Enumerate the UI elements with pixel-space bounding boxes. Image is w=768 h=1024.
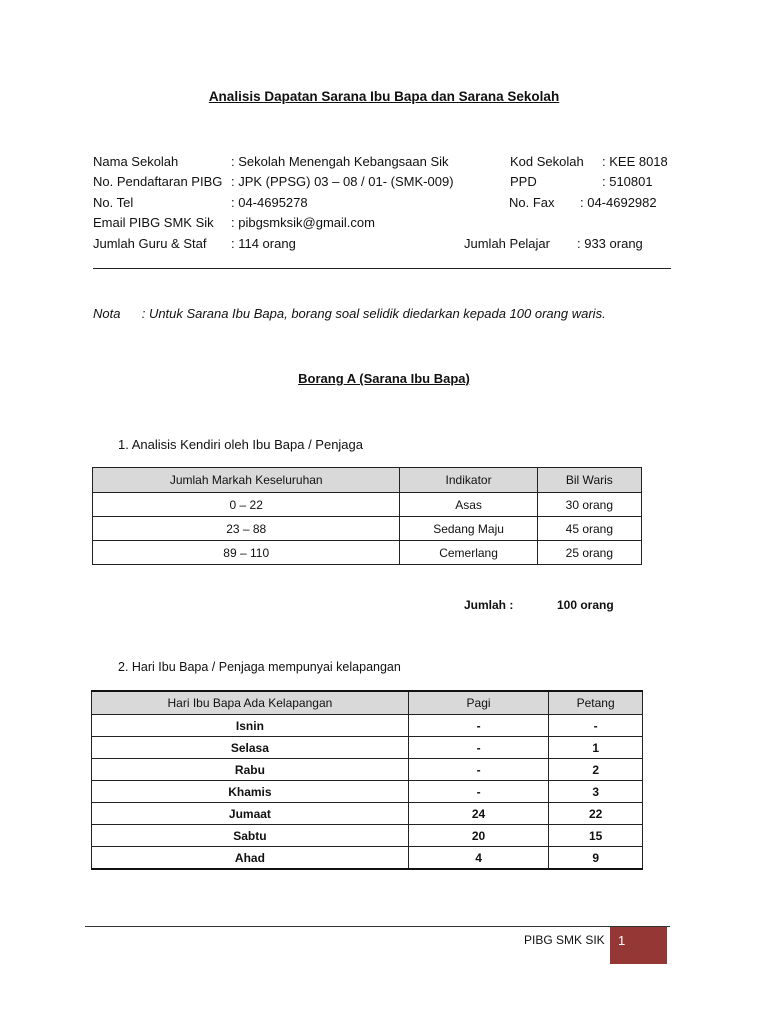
table-cell: Isnin xyxy=(92,715,409,737)
table-cell: 1 xyxy=(549,737,643,759)
ppd-label: PPD xyxy=(510,174,537,189)
email-value: : pibgsmksik@gmail.com xyxy=(231,215,375,230)
email-label: Email PIBG SMK Sik xyxy=(93,215,214,230)
table-cell: 2 xyxy=(549,759,643,781)
table-header-row xyxy=(92,691,643,715)
table-cell: 3 xyxy=(549,781,643,803)
page-number-box xyxy=(610,927,667,964)
table-cell: Khamis xyxy=(92,781,409,803)
kod-sekolah-label: Kod Sekolah xyxy=(510,154,584,169)
no-fax-label: No. Fax xyxy=(509,195,555,210)
nama-sekolah-value: : Sekolah Menengah Kebangsaan Sik xyxy=(231,154,449,169)
table-row xyxy=(92,715,643,737)
ppd-value: : 510801 xyxy=(602,174,653,189)
table-cell: 4 xyxy=(408,847,549,870)
table-cell: Sabtu xyxy=(92,825,409,847)
table-cell: Sedang Maju xyxy=(400,517,537,541)
no-pendaftaran-label: No. Pendaftaran PIBG xyxy=(93,174,223,189)
column-header: Indikator xyxy=(400,468,537,493)
table-cell: - xyxy=(549,715,643,737)
document-title: Analisis Dapatan Sarana Ibu Bapa dan Sarana Sekolah xyxy=(208,89,560,104)
borang-title: Borang A (Sarana Ibu Bapa) xyxy=(298,371,470,386)
column-header: Hari Ibu Bapa Ada Kelapangan xyxy=(92,691,409,715)
table-row xyxy=(92,759,643,781)
footer-divider xyxy=(85,926,670,927)
column-header: Pagi xyxy=(408,691,549,715)
table-cell: 0 – 22 xyxy=(93,493,400,517)
column-header: Bil Waris xyxy=(537,468,641,493)
table-row xyxy=(92,781,643,803)
table-cell: Selasa xyxy=(92,737,409,759)
note-text: : Untuk Sarana Ibu Bapa, borang soal selidik diedarkan kepada 100 orang waris. xyxy=(141,306,606,321)
table-cell: - xyxy=(408,737,549,759)
table-cell: 20 xyxy=(408,825,549,847)
table-row xyxy=(92,737,643,759)
note-label: Nota xyxy=(93,306,121,321)
kelapangan-table xyxy=(91,690,643,870)
table-cell: - xyxy=(408,715,549,737)
table-cell: Cemerlang xyxy=(400,541,537,565)
table-cell: - xyxy=(408,759,549,781)
column-header: Jumlah Markah Keseluruhan xyxy=(93,468,400,493)
jumlah-pelajar-label: Jumlah Pelajar xyxy=(464,236,550,251)
table-cell: 24 xyxy=(408,803,549,825)
jumlah-guru-label: Jumlah Guru & Staf xyxy=(93,236,207,251)
table-row xyxy=(92,847,643,870)
table-row xyxy=(93,541,642,565)
table-cell: 9 xyxy=(549,847,643,870)
no-pendaftaran-value: : JPK (PPSG) 03 – 08 / 01- (SMK-009) xyxy=(231,174,454,189)
table-cell: - xyxy=(408,781,549,803)
table-cell: 25 orang xyxy=(537,541,641,565)
section2-heading: 2. Hari Ibu Bapa / Penjaga mempunyai kelapangan xyxy=(118,660,401,674)
table-row xyxy=(92,825,643,847)
table-cell: 45 orang xyxy=(537,517,641,541)
table-cell: Rabu xyxy=(92,759,409,781)
no-tel-value: : 04-4695278 xyxy=(231,195,308,210)
footer-text: PIBG SMK SIK xyxy=(524,933,605,947)
table-cell: 89 – 110 xyxy=(93,541,400,565)
table-row xyxy=(92,803,643,825)
nama-sekolah-label: Nama Sekolah xyxy=(93,154,179,169)
section1-heading: 1. Analisis Kendiri oleh Ibu Bapa / Penjaga xyxy=(118,437,364,452)
note xyxy=(93,306,606,321)
kod-sekolah-value: : KEE 8018 xyxy=(602,154,668,169)
total-value: 100 orang xyxy=(557,598,614,612)
table-row xyxy=(93,493,642,517)
analisis-kendiri-table xyxy=(92,467,642,565)
column-header: Petang xyxy=(549,691,643,715)
table-cell: 22 xyxy=(549,803,643,825)
table-cell: Jumaat xyxy=(92,803,409,825)
no-fax-value: : 04-4692982 xyxy=(580,195,657,210)
jumlah-guru-value: : 114 orang xyxy=(231,236,296,251)
no-tel-label: No. Tel xyxy=(93,195,134,210)
page-number: 1 xyxy=(618,933,626,948)
total-label: Jumlah : xyxy=(464,598,514,612)
jumlah-pelajar-value: : 933 orang xyxy=(577,236,643,251)
header-divider xyxy=(93,268,671,269)
table-cell: Asas xyxy=(400,493,537,517)
table-cell: 30 orang xyxy=(537,493,641,517)
table-row xyxy=(93,517,642,541)
table-cell: Ahad xyxy=(92,847,409,870)
table-cell: 15 xyxy=(549,825,643,847)
table-cell: 23 – 88 xyxy=(93,517,400,541)
table-header-row xyxy=(93,468,642,493)
